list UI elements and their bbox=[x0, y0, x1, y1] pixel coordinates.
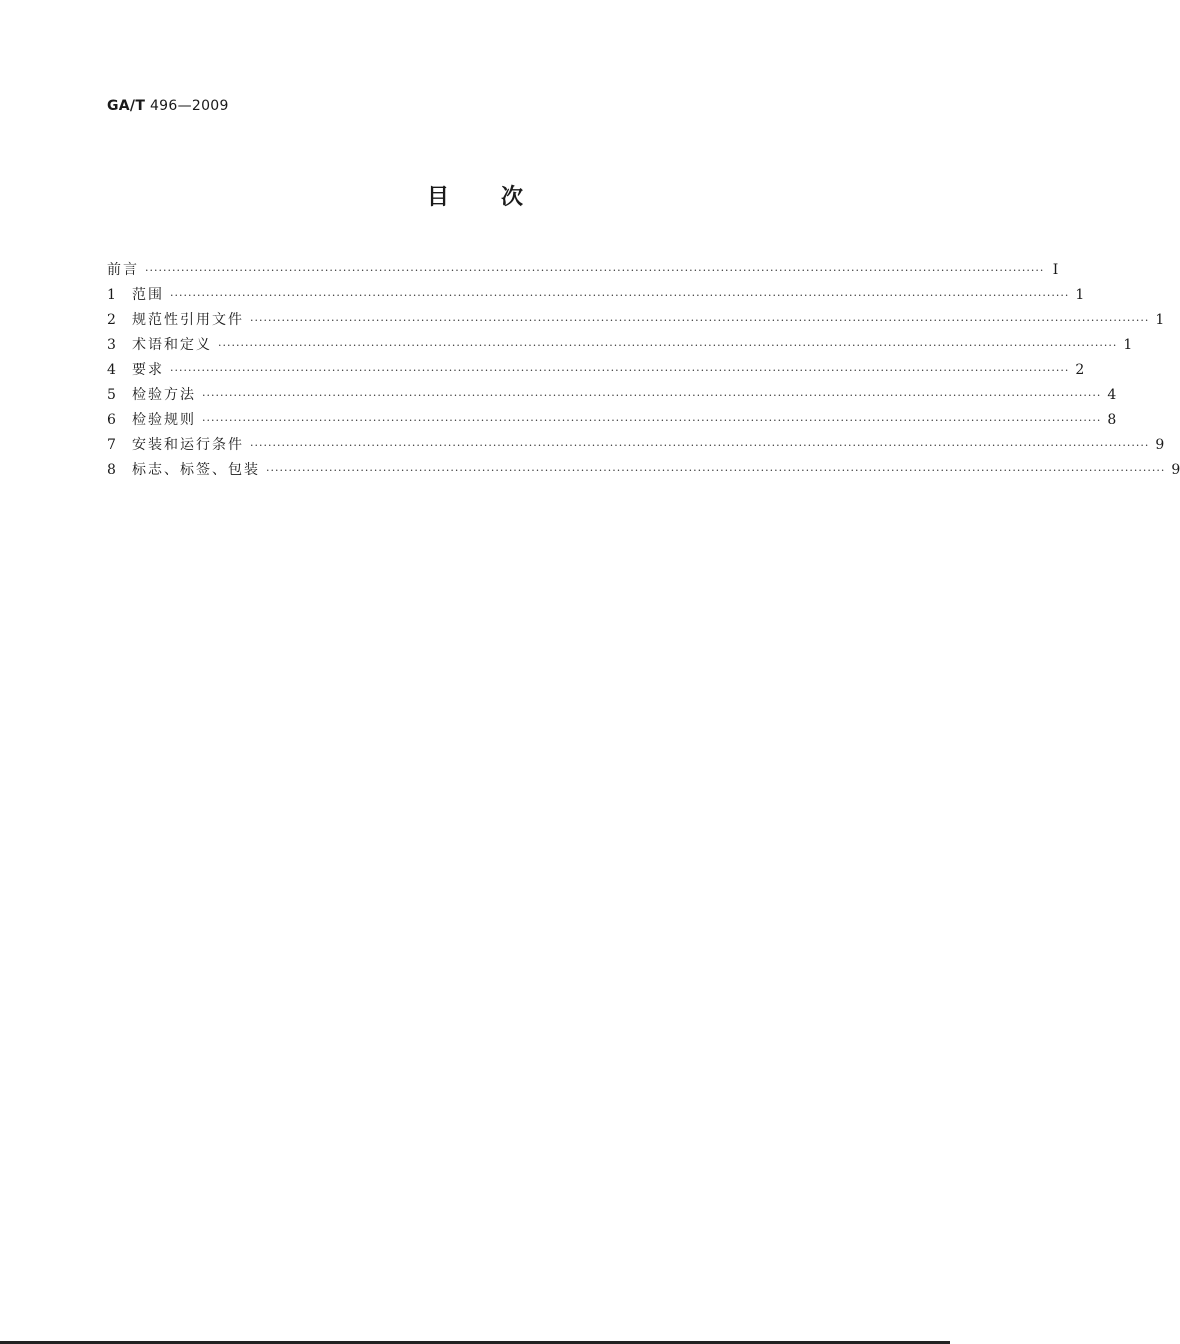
standard-prefix: GA/T bbox=[107, 98, 146, 114]
toc-entry-page: Ⅰ bbox=[1052, 262, 1059, 278]
toc-entry-1[interactable] bbox=[107, 283, 1085, 308]
toc-entry-number: 1 bbox=[107, 287, 116, 303]
toc-entry-number: 7 bbox=[107, 437, 116, 453]
standard-number: 496—2009 bbox=[149, 98, 229, 114]
toc-entry-page: 9 bbox=[1155, 437, 1165, 453]
toc-entry-label: 要求 bbox=[132, 362, 164, 378]
toc-dot-leader: ········································································································································································································ bbox=[145, 264, 1045, 277]
toc-dot-leader: ········································································································································································································ bbox=[250, 314, 1150, 327]
toc-entry-page: 8 bbox=[1107, 412, 1117, 428]
toc-entry-3[interactable] bbox=[107, 333, 1133, 358]
toc-entry-foreword[interactable] bbox=[107, 258, 1059, 283]
toc-entry-label: 范围 bbox=[132, 287, 164, 303]
toc-entry-number: 4 bbox=[107, 362, 116, 378]
toc-entry-page: 1 bbox=[1155, 312, 1165, 328]
toc-dot-leader: ········································································································································································································ bbox=[250, 439, 1150, 452]
toc-dot-leader: ········································································································································································································ bbox=[170, 289, 1070, 302]
toc-entry-8[interactable] bbox=[107, 458, 1180, 483]
toc-entry-2[interactable] bbox=[107, 308, 1165, 333]
toc-entry-page: 4 bbox=[1107, 387, 1117, 403]
toc-entry-page: 9 bbox=[1171, 462, 1180, 478]
toc-dot-leader: ········································································································································································································ bbox=[170, 364, 1070, 377]
toc-entry-label: 前言 bbox=[107, 262, 139, 278]
toc-entry-label: 术语和定义 bbox=[132, 337, 212, 353]
toc-entry-number: 5 bbox=[107, 387, 116, 403]
toc-entry-page: 1 bbox=[1123, 337, 1133, 353]
toc-entry-label: 检验方法 bbox=[132, 387, 196, 403]
toc-dot-leader: ········································································································································································································ bbox=[202, 414, 1102, 427]
toc-entry-5[interactable] bbox=[107, 383, 1117, 408]
toc-entry-label: 标志、标签、包装 bbox=[132, 462, 260, 478]
table-of-contents bbox=[107, 258, 1180, 483]
toc-entry-label: 检验规则 bbox=[132, 412, 196, 428]
toc-entry-number: 6 bbox=[107, 412, 116, 428]
toc-dot-leader: ········································································································································································································ bbox=[218, 339, 1118, 352]
toc-entry-4[interactable] bbox=[107, 358, 1085, 383]
toc-entry-page: 1 bbox=[1075, 287, 1085, 303]
toc-entry-6[interactable] bbox=[107, 408, 1117, 433]
toc-entry-number: 3 bbox=[107, 337, 116, 353]
toc-entry-number: 8 bbox=[107, 462, 116, 478]
toc-entry-number: 2 bbox=[107, 312, 116, 328]
toc-dot-leader: ········································································································································································································ bbox=[266, 464, 1166, 477]
toc-dot-leader: ········································································································································································································ bbox=[202, 389, 1102, 402]
toc-entry-page: 2 bbox=[1075, 362, 1085, 378]
standard-code bbox=[107, 98, 229, 114]
toc-entry-7[interactable] bbox=[107, 433, 1165, 458]
toc-entry-label: 规范性引用文件 bbox=[132, 312, 244, 328]
page-title: 目次 bbox=[426, 185, 575, 210]
toc-entry-label: 安装和运行条件 bbox=[132, 437, 244, 453]
